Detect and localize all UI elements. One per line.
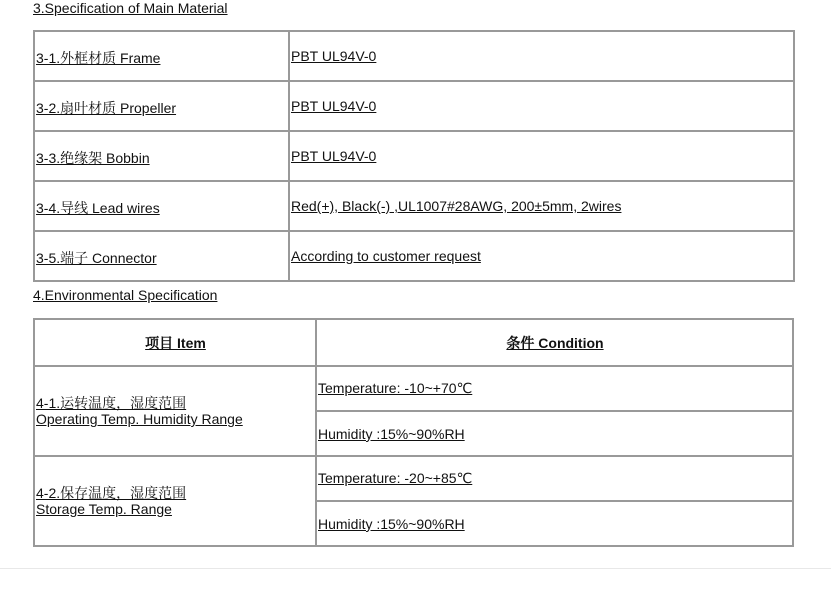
item-header: 项目 Item: [145, 334, 206, 351]
table-row: [34, 366, 793, 411]
material-value-cell: [289, 131, 794, 181]
operating-humidity: Humidity :15%~90%RH: [318, 425, 465, 442]
operating-range-label-cn: 4-1.运转温度，湿度范围: [36, 395, 187, 411]
material-label-cell: [34, 131, 289, 181]
material-label: 3-1.外框材质 Frame: [36, 50, 161, 66]
storage-range-label-en: Storage Temp. Range: [36, 501, 172, 517]
storage-range-label-cn: 4-2.保存温度，湿度范围: [36, 485, 187, 501]
operating-temperature-cell: [316, 366, 793, 411]
material-label: 3-2.扇叶材质 Propeller: [36, 100, 177, 116]
material-value-cell: [289, 81, 794, 131]
material-value: PBT UL94V-0: [291, 148, 377, 164]
operating-humidity-cell: [316, 411, 793, 456]
table-row: [34, 456, 793, 501]
operating-range-label-en: Operating Temp. Humidity Range: [36, 411, 243, 427]
material-value: PBT UL94V-0: [291, 48, 377, 64]
storage-range-label-cell: [34, 456, 316, 546]
storage-temperature: Temperature: -20~+85℃: [318, 470, 473, 486]
table-row: [34, 81, 794, 131]
section-3-title: 3.Specification of Main Material: [33, 0, 228, 16]
table-row: [34, 181, 794, 231]
page-divider: [0, 568, 831, 569]
material-value: PBT UL94V-0: [291, 98, 377, 114]
section-4-title: 4.Environmental Specification: [33, 287, 218, 303]
material-label-cell: [34, 31, 289, 81]
storage-humidity: Humidity :15%~90%RH: [318, 515, 465, 532]
material-label: 3-4.导线 Lead wires: [36, 200, 160, 216]
material-label: 3-5.端子 Connector: [36, 250, 157, 266]
condition-header-cell: [316, 319, 793, 366]
material-label-cell: [34, 181, 289, 231]
table-row: [34, 131, 794, 181]
material-value: According to customer request: [291, 248, 481, 264]
table-header-row: [34, 319, 793, 366]
table-row: [34, 31, 794, 81]
storage-temperature-cell: [316, 456, 793, 501]
main-material-table: [33, 30, 795, 282]
storage-humidity-cell: [316, 501, 793, 546]
material-label-cell: [34, 231, 289, 281]
condition-header: 条件 Condition: [506, 334, 604, 351]
material-value: Red(+), Black(-) ,UL1007#28AWG, 200±5mm, 2wires: [291, 198, 622, 214]
material-value-cell: [289, 231, 794, 281]
material-label-cell: [34, 81, 289, 131]
item-header-cell: [34, 319, 316, 366]
operating-range-label-cell: [34, 366, 316, 456]
material-value-cell: [289, 31, 794, 81]
environmental-spec-table: [33, 318, 794, 547]
operating-temperature: Temperature: -10~+70℃: [318, 380, 473, 396]
table-row: [34, 231, 794, 281]
material-label: 3-3.绝缘架 Bobbin: [36, 150, 150, 166]
material-value-cell: [289, 181, 794, 231]
